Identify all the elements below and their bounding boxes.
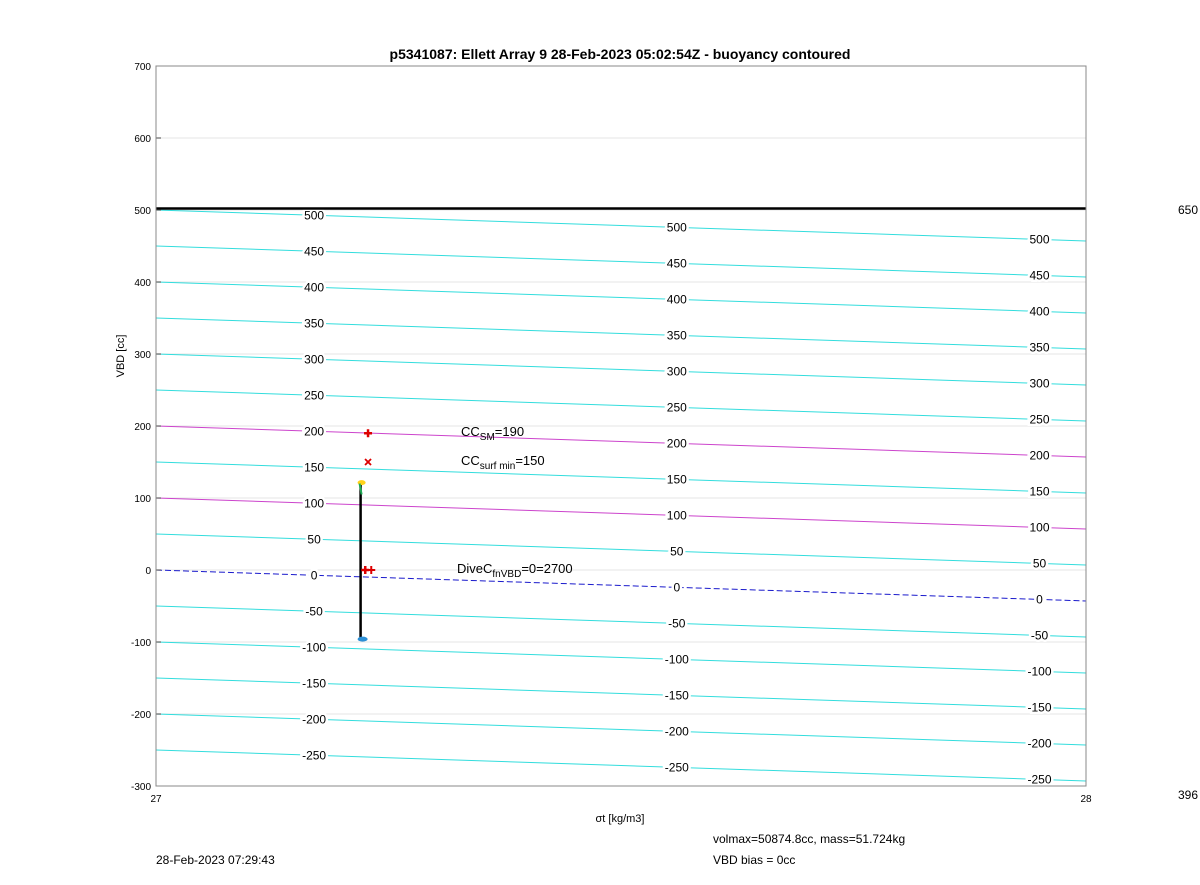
contour-label: -150 <box>664 688 689 703</box>
contour-label: -200 <box>1027 736 1052 751</box>
contour-label: 150 <box>666 472 687 487</box>
y-axis-label: VBD [cc] <box>115 334 127 378</box>
neutral-label: DiveC$_{fnVBD}$=0=2700 <box>457 561 573 580</box>
contour-line <box>156 678 1086 709</box>
contour-label: 500 <box>1029 232 1050 247</box>
grid-lines <box>156 66 1086 786</box>
y-tick-label: 300 <box>134 350 151 361</box>
contour-line <box>156 318 1086 349</box>
plus-marker <box>367 566 375 574</box>
contour-label: 300 <box>666 364 687 379</box>
right-label-top: 650 <box>1178 203 1199 217</box>
contour-line <box>156 750 1086 781</box>
contour-label: 450 <box>666 256 687 271</box>
contour-label: 250 <box>304 388 325 403</box>
contour-line <box>156 246 1086 277</box>
contour-line <box>156 462 1086 493</box>
contour-label: 250 <box>1029 412 1050 427</box>
contour-labels <box>302 208 1052 786</box>
y-tick-label: 0 <box>145 566 151 577</box>
contour-line <box>156 606 1086 637</box>
contour-label: 100 <box>1029 520 1050 535</box>
vbd-bias-text: VBD bias = 0cc <box>713 853 796 867</box>
contour-label: 100 <box>304 496 325 511</box>
contour-label: -50 <box>305 604 323 619</box>
contour-label: 50 <box>1032 556 1047 571</box>
contour-line <box>156 426 1086 457</box>
buoyancy-contours <box>156 210 1086 781</box>
contour-label: 250 <box>666 400 687 415</box>
contour-label: -150 <box>1027 700 1052 715</box>
marker-label: $CC_{SM}=190$ <box>461 424 525 444</box>
contour-label: -50 <box>668 616 686 631</box>
plus-marker <box>364 429 372 437</box>
x-marker <box>365 459 371 465</box>
right-label-bottom: 396 <box>1178 788 1199 802</box>
profile-end-point <box>358 637 368 642</box>
contour-label: 200 <box>666 436 687 451</box>
contour-label: 0 <box>1036 592 1043 607</box>
contour-label: 450 <box>1029 268 1050 283</box>
contour-label: -100 <box>302 640 327 655</box>
profile-series <box>156 209 1086 642</box>
contour-label: 100 <box>666 508 687 523</box>
contour-label: -200 <box>302 712 327 727</box>
contour-label: -50 <box>1030 628 1049 643</box>
contour-label: -200 <box>664 724 689 739</box>
contour-line <box>156 570 1086 601</box>
contour-label: 150 <box>304 460 325 475</box>
contour-label: 500 <box>304 208 325 223</box>
contour-line <box>156 498 1086 529</box>
contour-label: 400 <box>1029 304 1050 319</box>
y-tick-label: 200 <box>134 422 151 433</box>
chart-title: p5341087: Ellett Array 9 28-Feb-2023 05:02:54Z - buoyancy contoured <box>389 46 851 62</box>
contour-line <box>156 282 1086 313</box>
contour-line <box>156 210 1086 241</box>
contour-label: 450 <box>304 244 325 259</box>
contour-label: -100 <box>664 652 689 667</box>
contour-label: -250 <box>1027 772 1052 787</box>
x-tick-label: 28 <box>1080 794 1092 805</box>
generated-timestamp: 28-Feb-2023 07:29:43 <box>156 853 275 867</box>
contour-label: 50 <box>307 532 321 547</box>
contour-label: -150 <box>302 676 327 691</box>
y-tick-label: 500 <box>134 206 151 217</box>
contour-line <box>156 714 1086 745</box>
contour-label: 300 <box>1029 376 1050 391</box>
contour-label: 350 <box>666 328 687 343</box>
y-tick-label: -200 <box>130 710 151 721</box>
contour-label: 0 <box>310 568 318 583</box>
y-tick-label: 600 <box>134 134 151 145</box>
contour-line <box>156 534 1086 565</box>
contour-label: 200 <box>304 424 325 439</box>
contour-label: -250 <box>302 748 327 763</box>
contour-label: 350 <box>1029 340 1050 355</box>
x-tick-label: 27 <box>150 794 162 805</box>
contour-label: 400 <box>304 280 325 295</box>
y-tick-label: -100 <box>130 638 151 649</box>
y-tick-label: 400 <box>134 278 151 289</box>
y-tick-label: -300 <box>130 782 151 793</box>
contour-label: -100 <box>1027 664 1052 679</box>
contour-line <box>156 642 1086 673</box>
contour-label: 200 <box>1029 448 1050 463</box>
contour-label: 0 <box>673 580 681 595</box>
x-axis-label: σt [kg/m3] <box>595 813 645 825</box>
contour-label: 350 <box>304 316 325 331</box>
y-tick-label: 700 <box>134 62 151 73</box>
axes <box>115 62 1092 825</box>
contour-label: 300 <box>304 352 325 367</box>
contour-label: 500 <box>666 220 687 235</box>
contour-label: -250 <box>664 760 689 775</box>
y-tick-label: 100 <box>134 494 151 505</box>
marker-label: $CC_{surf min}=150$ <box>461 453 545 472</box>
contour-label: 400 <box>666 292 687 307</box>
contour-label: 150 <box>1029 484 1050 499</box>
contour-label: 50 <box>670 544 684 559</box>
contour-line <box>156 354 1086 385</box>
contour-line <box>156 390 1086 421</box>
volmax-mass-text: volmax=50874.8cc, mass=51.724kg <box>713 832 906 846</box>
